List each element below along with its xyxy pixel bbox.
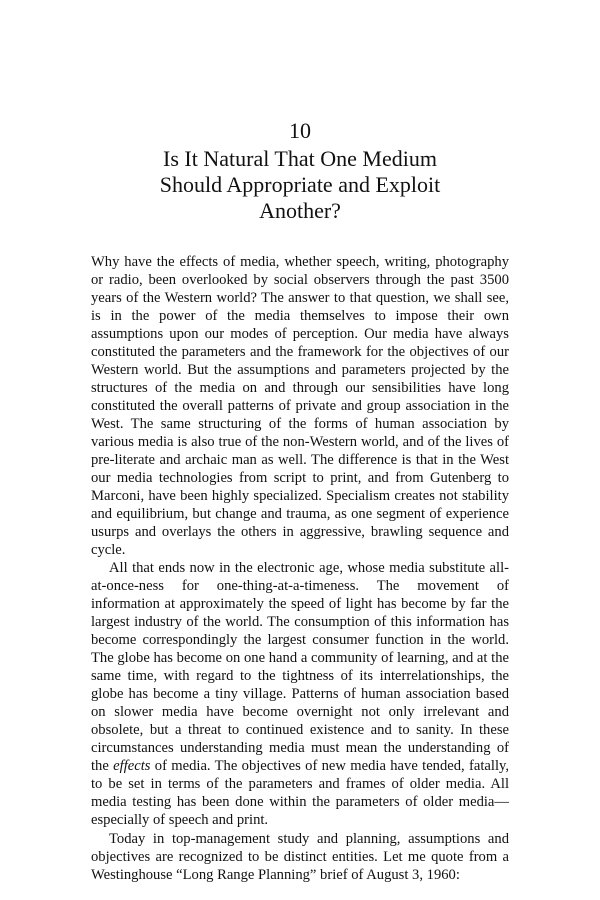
chapter-title-line: Is It Natural That One Medium <box>163 146 437 171</box>
emphasized-word: effects <box>113 758 151 775</box>
paragraph-1: Why have the effects of media, whether speech, writing, photography or radio, been overlooked by social observers through the past 3500 years of the Western world? The answer to that question, we shall see, is in the power of the media themselves to impose their own assumptions upon our modes of perception. Our media have always constituted the parameters and the framework for the objectives of our Western world. But the assumptions and parameters projected by the structures of the media on and through our sensibilities have long constituted the overall patterns of private and group association in the West. The same structuring of the forms of human association by various media is also true of the non-Western world, and of the lives of pre-literate and archaic man as well. The difference is that in the West our media technologies from script to print, and from Gutenberg to Marconi, have been highly specialized. Specialism creates not stability and equilibrium, but change and trauma, as one segment of experience usurps and overlays the others in aggressive, brawling sequence and cycle. <box>91 254 509 559</box>
paragraph-3: Today in top-management study and planning, assumptions and objectives are recognized to be distinct entities. Let me quote from a Westinghouse “Long Range Planning” brief of August 3, 1960: <box>91 830 509 883</box>
paragraph-2-text-before: All that ends now in the electronic age, whose media substitute all-at-once-ness for one-thing-at-a-timeness. The movement of information at approximately the speed of light has become by far the largest industry of the world. The consumption of this information has become correspondingly the largest consumer function in the world. The globe has become on one hand a community of learning, and at the same time, with regard to the tightness of its interrelationships, the globe has become a tiny village. Patterns of human association based on slower media have become overnight not only irrelevant and obsolete, but a threat to continued existence and to sanity. In these circumstances understanding media must mean the understanding of the <box>91 560 509 775</box>
chapter-number: 10 <box>289 118 311 143</box>
chapter-title <box>100 146 500 224</box>
chapter-body <box>91 253 509 884</box>
paragraph-2 <box>91 559 509 829</box>
paragraph-2-text-after: of media. The objectives of new media have tended, fatally, to be set in terms of the parameters and frames of older media. All media testing has been done within the parameters of older media—especially of speech and print. <box>91 758 509 829</box>
chapter-title-line: Should Appropriate and Exploit <box>159 172 441 197</box>
chapter-title-line: Another? <box>259 198 341 223</box>
